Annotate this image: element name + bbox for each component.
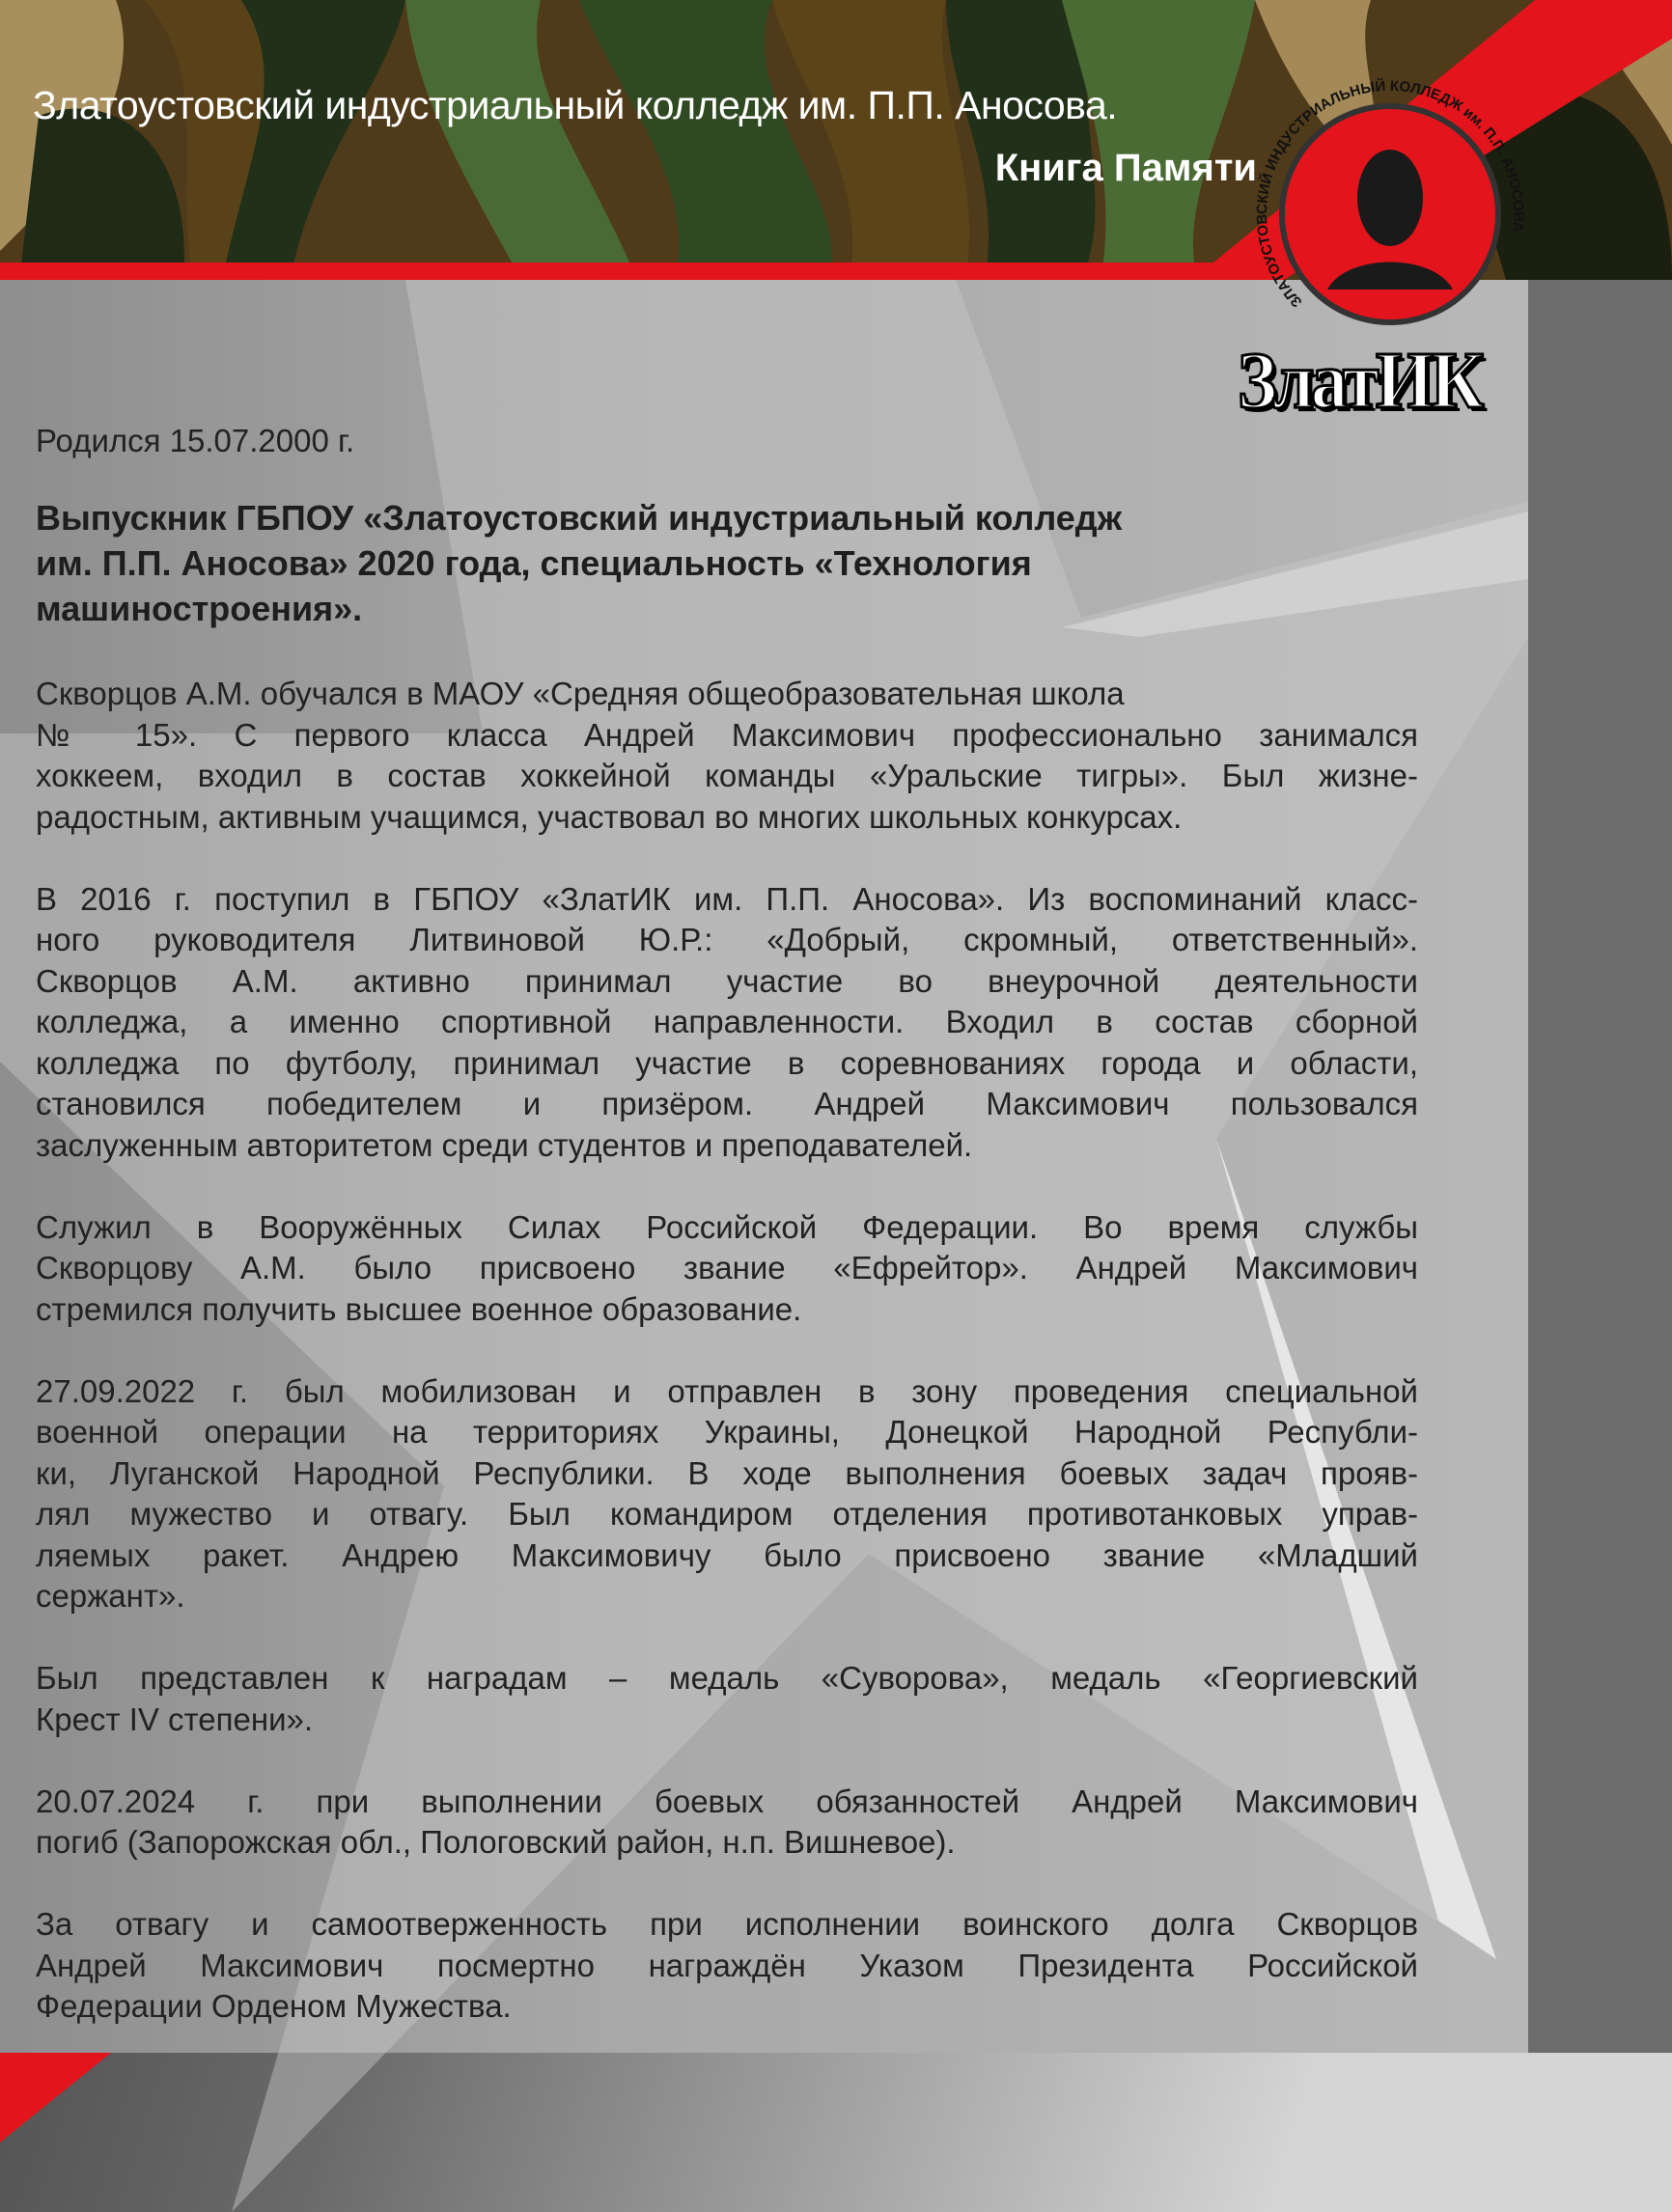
paragraph bbox=[36, 674, 1418, 838]
portrait-silhouette bbox=[1357, 150, 1423, 246]
text-line: За отвагу и самоотверженность при исполнении воинского долга Скворцов bbox=[36, 1906, 1418, 1942]
book-of-memory-title: Книга Памяти bbox=[994, 147, 1257, 189]
text-line: В 2016 г. поступил в ГБПОУ «ЗлатИК им. П.П. Аносова». Из воспоминаний класс- bbox=[36, 880, 1418, 917]
text-line: Был представлен к наградам – медаль «Суворова», медаль «Георгиевский bbox=[36, 1660, 1418, 1696]
heading-line: Выпускник ГБПОУ «Златоустовский индустриальный колледж bbox=[36, 498, 1123, 538]
text-line: колледжа, а именно спортивной направленности. Входил в состав сборной bbox=[36, 1004, 1418, 1039]
text-line: Скворцов А.М. обучался в МАОУ «Средняя общеобразовательная школа bbox=[36, 676, 1125, 711]
paragraph bbox=[36, 1782, 1418, 1864]
text-line: Служил в Вооружённых Силах Российской Федерации. Во время службы bbox=[36, 1208, 1418, 1245]
text-line: Федерации Орденом Мужества. bbox=[36, 1988, 512, 2024]
text-line: радостным, активным учащимся, участвовал во многих школьных конкурсах. bbox=[36, 798, 1183, 835]
biography bbox=[36, 421, 1418, 2068]
paragraph bbox=[36, 1371, 1418, 1618]
text-line: лял мужество и отвагу. Был командиром отделения противотанковых управ- bbox=[36, 1496, 1418, 1532]
text-line: 20.07.2024 г. при выполнении боевых обязанностей Андрей Максимович bbox=[36, 1783, 1418, 1819]
text-line: Скворцову А.М. было присвоено звание «Ефрейтор». Андрей Максимович bbox=[36, 1250, 1418, 1286]
text-line: ки, Луганской Народной Республики. В ходе выполнения боевых задач прояв- bbox=[36, 1454, 1418, 1491]
heading-line: машиностроения». bbox=[36, 589, 363, 628]
text-line: военной операции на территориях Украины, Донецкой Народной Республи- bbox=[36, 1414, 1418, 1450]
paragraph bbox=[36, 1904, 1418, 2028]
text-line: стремился получить высшее военное образование. bbox=[36, 1290, 802, 1327]
logo-wordmark: ЗлатИК bbox=[1238, 336, 1481, 426]
text-line: Андрей Максимович посмертно награждён Указом Президента Российской bbox=[36, 1947, 1418, 1983]
red-stripe bbox=[0, 263, 1216, 280]
text-line: ного руководителя Литвиновой Ю.Р.: «Добрый, скромный, ответственный». bbox=[36, 922, 1418, 957]
text-line: колледжа по футболу, принимал участие в соревнованиях города и области, bbox=[36, 1044, 1418, 1081]
text-line: хоккеем, входил в состав хоккейной команды «Уральские тигры». Был жизне- bbox=[36, 758, 1418, 793]
biography-paragraphs bbox=[36, 674, 1418, 2028]
text-line: погиб (Запорожская обл., Пологовский район, н.п. Вишневое). bbox=[36, 1824, 956, 1860]
text-line: становился победителем и призёром. Андрей Максимович пользовался bbox=[36, 1086, 1418, 1121]
text-line: заслуженным авторитетом среди студентов и преподавателей. bbox=[36, 1126, 973, 1163]
graduate-heading bbox=[36, 495, 1418, 631]
college-name: Златоустовский индустриальный колледж им. П.П. Аносова. bbox=[33, 83, 1118, 127]
paragraph bbox=[36, 1658, 1418, 1740]
heading-line: им. П.П. Аносова» 2020 года, специальность «Технология bbox=[36, 543, 1032, 583]
birth-date bbox=[36, 421, 1418, 462]
text-line: сержант». bbox=[36, 1578, 185, 1614]
college-logo bbox=[1245, 69, 1535, 330]
text-line: ляемых ракет. Андрею Максимовичу было присвоено звание «Младший bbox=[36, 1536, 1418, 1573]
text-line: Крест IV степени». bbox=[36, 1700, 314, 1737]
text-line: № 15». С первого класса Андрей Максимович профессионально занимался bbox=[36, 716, 1418, 753]
text-line: Скворцов А.М. активно принимал участие во внеурочной деятельности bbox=[36, 962, 1418, 999]
text-line: Родился 15.07.2000 г. bbox=[36, 423, 355, 458]
logo-ring-text: ЗЛАТОУСТОВСКИЙ ИНДУСТРИАЛЬНЫЙ КОЛЛЕДЖ им. П.П. АНОСОВА bbox=[1253, 77, 1527, 311]
paragraph bbox=[36, 879, 1418, 1167]
paragraph bbox=[36, 1207, 1418, 1331]
text-line: 27.09.2022 г. был мобилизован и отправлен в зону проведения специальной bbox=[36, 1372, 1418, 1409]
